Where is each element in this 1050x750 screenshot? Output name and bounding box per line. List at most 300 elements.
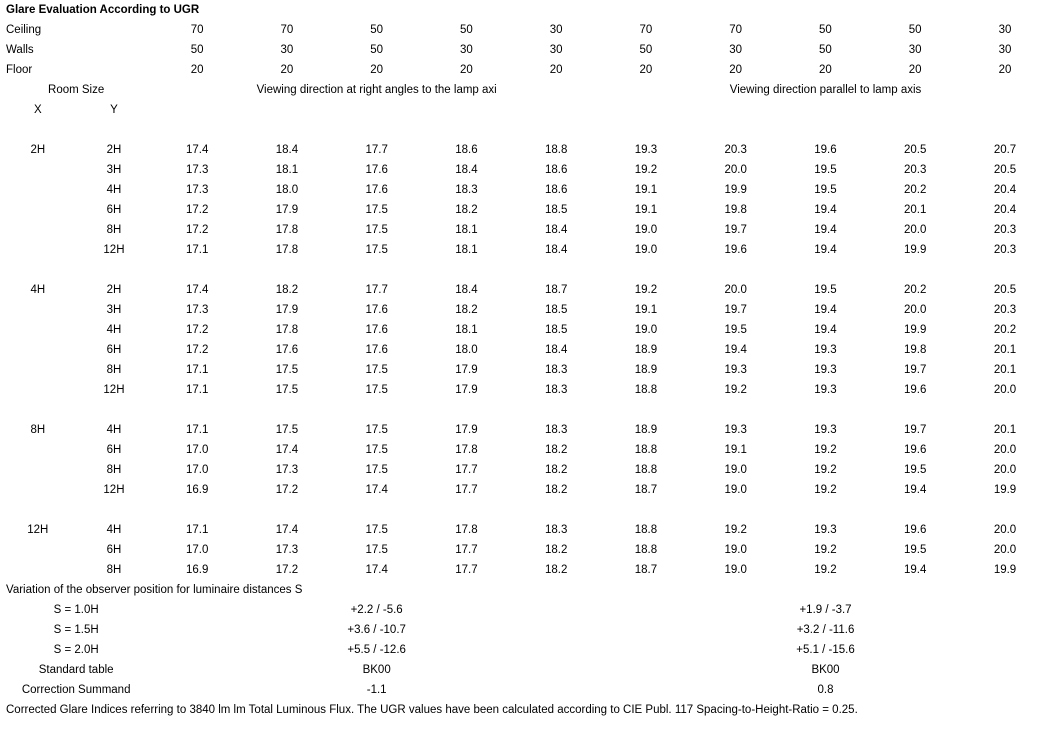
ugr-value: 17.5 — [365, 464, 388, 476]
room-y: 6H — [106, 204, 122, 216]
variation-right-angles: +2.2 / -5.6 — [350, 604, 403, 616]
data-row — [0, 200, 1050, 220]
variation-heading: Variation of the observer position for luminaire distances S — [6, 584, 303, 596]
ugr-value: 20.0 — [903, 224, 927, 236]
ugr-value: 19.3 — [814, 364, 837, 376]
ugr-value: 17.5 — [275, 364, 299, 376]
ugr-value: 18.4 — [275, 144, 299, 156]
room-x: 2H — [30, 144, 46, 156]
room-y: 2H — [106, 284, 122, 296]
ugr-value: 18.2 — [455, 304, 478, 316]
room-x-blank — [0, 440, 76, 460]
ugr-value: 18.4 — [544, 344, 568, 356]
data-row — [0, 380, 1050, 400]
ugr-value: 19.6 — [903, 384, 927, 396]
gap-cell — [0, 260, 152, 280]
ugr-value: 19.0 — [634, 224, 658, 236]
walls-value: 30 — [280, 44, 294, 56]
header-y: Y — [110, 104, 118, 116]
group-gap — [0, 120, 1050, 140]
ugr-value: 17.1 — [185, 364, 209, 376]
ugr-value: 16.9 — [185, 484, 209, 496]
ugr-value: 19.3 — [814, 524, 837, 536]
variation-row — [0, 620, 1050, 640]
room-x: 8H — [30, 424, 46, 436]
ugr-value: 20.4 — [993, 184, 1017, 196]
ugr-value: 17.2 — [275, 484, 299, 496]
ugr-value: 18.3 — [544, 364, 568, 376]
variation-heading-row — [0, 580, 1050, 600]
data-row — [0, 140, 1050, 160]
gap-cell — [601, 400, 1050, 420]
ugr-value: 20.0 — [724, 164, 747, 176]
room-x-blank — [0, 560, 76, 580]
ugr-value: 19.9 — [993, 484, 1017, 496]
ugr-value: 19.7 — [903, 364, 927, 376]
ugr-value: 19.2 — [634, 284, 658, 296]
ugr-value: 18.4 — [455, 284, 478, 296]
ugr-value: 19.0 — [724, 564, 747, 576]
ugr-value: 18.4 — [455, 164, 478, 176]
standard-table-parallel: BK00 — [811, 664, 840, 676]
ceiling-value: 50 — [460, 24, 473, 36]
room-x-blank — [0, 240, 76, 260]
ugr-value: 17.0 — [185, 464, 209, 476]
floor-value: 20 — [370, 64, 384, 76]
walls-value: 30 — [998, 44, 1012, 56]
room-y: 4H — [106, 324, 122, 336]
ugr-value: 19.9 — [903, 324, 927, 336]
ugr-value: 19.6 — [724, 244, 747, 256]
ugr-value: 19.3 — [724, 364, 747, 376]
ugr-value: 18.1 — [275, 164, 299, 176]
data-row — [0, 420, 1050, 440]
ugr-value: 19.0 — [724, 464, 747, 476]
data-row — [0, 520, 1050, 540]
ugr-value: 19.2 — [814, 544, 837, 556]
ugr-value: 17.9 — [275, 204, 299, 216]
data-row — [0, 360, 1050, 380]
header-spacer-left — [152, 100, 601, 120]
ugr-value: 17.4 — [275, 444, 299, 456]
ugr-value: 17.1 — [185, 244, 209, 256]
ugr-value: 20.3 — [993, 224, 1017, 236]
ugr-value: 17.6 — [365, 324, 388, 336]
ugr-value: 17.7 — [365, 284, 388, 296]
room-y: 4H — [106, 424, 122, 436]
ugr-value: 18.0 — [455, 344, 478, 356]
page-title: Glare Evaluation According to UGR — [6, 4, 200, 16]
ugr-value: 19.0 — [634, 244, 658, 256]
data-row — [0, 340, 1050, 360]
ugr-value: 20.1 — [903, 204, 927, 216]
ugr-value: 19.4 — [903, 484, 927, 496]
header-x: X — [33, 104, 42, 116]
ugr-value: 17.1 — [185, 384, 209, 396]
ugr-value: 18.8 — [634, 444, 658, 456]
walls-value: 30 — [908, 44, 922, 56]
ugr-value: 19.9 — [993, 564, 1017, 576]
footnote-text: Corrected Glare Indices referring to 3840 lm lm Total Luminous Flux. The UGR values have been calculated according to CIE Publ. 117 Spacing-to-Height-Ratio = 0.25. — [6, 704, 858, 716]
ugr-value: 20.7 — [993, 144, 1017, 156]
ugr-value: 17.3 — [275, 544, 299, 556]
header-room-size: Room Size — [48, 84, 105, 96]
ugr-value: 19.4 — [814, 204, 837, 216]
ugr-value: 18.8 — [634, 384, 658, 396]
gap-cell — [0, 500, 152, 520]
ceiling-value: 70 — [280, 24, 294, 36]
correction-summand-row — [0, 680, 1050, 700]
walls-value: 30 — [549, 44, 563, 56]
ugr-value: 20.0 — [993, 384, 1017, 396]
ugr-value: 17.4 — [365, 484, 388, 496]
ugr-value: 17.6 — [365, 344, 388, 356]
ugr-value: 17.9 — [275, 304, 299, 316]
group-gap — [0, 500, 1050, 520]
correction-parallel: 0.8 — [817, 684, 834, 696]
data-row — [0, 320, 1050, 340]
ugr-value: 19.4 — [814, 244, 837, 256]
data-row — [0, 180, 1050, 200]
room-y: 8H — [106, 224, 122, 236]
ugr-value: 18.5 — [544, 304, 568, 316]
ugr-value: 18.2 — [544, 544, 568, 556]
ugr-value: 18.7 — [634, 484, 658, 496]
room-y: 6H — [106, 544, 122, 556]
room-x-blank — [0, 460, 76, 480]
data-row — [0, 560, 1050, 580]
ugr-value: 19.9 — [903, 244, 927, 256]
gap-cell — [152, 500, 601, 520]
variation-parallel: +5.1 / -15.6 — [796, 644, 855, 656]
walls-value: 30 — [729, 44, 743, 56]
room-x-blank — [0, 360, 76, 380]
ugr-value: 17.5 — [275, 424, 299, 436]
ugr-value: 16.9 — [185, 564, 209, 576]
variation-right-angles: +5.5 / -12.6 — [347, 644, 406, 656]
ugr-value: 17.0 — [185, 444, 209, 456]
room-y: 4H — [106, 184, 122, 196]
ugr-value: 17.4 — [275, 524, 299, 536]
ceiling-value: 50 — [819, 24, 832, 36]
ugr-value: 17.5 — [275, 384, 299, 396]
ugr-value: 19.2 — [634, 164, 658, 176]
correction-summand-label: Correction Summand — [21, 684, 131, 696]
ugr-value: 18.1 — [455, 224, 478, 236]
ugr-value: 17.1 — [185, 424, 209, 436]
floor-value: 20 — [908, 64, 922, 76]
ugr-value: 18.6 — [455, 144, 478, 156]
ugr-value: 19.4 — [814, 304, 837, 316]
ugr-value: 20.0 — [993, 464, 1017, 476]
ugr-value: 18.3 — [544, 384, 568, 396]
ceiling-value: 30 — [549, 24, 563, 36]
ugr-value: 17.2 — [185, 224, 209, 236]
ugr-value: 19.4 — [814, 224, 837, 236]
ugr-value: 19.5 — [903, 544, 927, 556]
room-y: 12H — [103, 484, 125, 496]
ugr-value: 17.5 — [365, 424, 388, 436]
ugr-value: 20.1 — [993, 424, 1017, 436]
data-row — [0, 160, 1050, 180]
ugr-value: 17.4 — [365, 564, 388, 576]
ugr-value: 19.6 — [814, 144, 837, 156]
ugr-value: 19.5 — [814, 284, 837, 296]
room-y: 12H — [103, 384, 125, 396]
room-y: 3H — [106, 304, 122, 316]
ugr-value: 19.3 — [814, 344, 837, 356]
ugr-value: 17.6 — [365, 164, 388, 176]
room-x-blank — [0, 380, 76, 400]
ugr-value: 17.3 — [275, 464, 299, 476]
ugr-value: 17.5 — [365, 224, 388, 236]
ugr-value: 19.8 — [903, 344, 927, 356]
ugr-value: 20.0 — [903, 304, 927, 316]
ugr-value: 19.3 — [634, 144, 658, 156]
ugr-value: 17.3 — [185, 164, 209, 176]
ugr-value: 18.2 — [544, 464, 568, 476]
variation-parallel: +3.2 / -11.6 — [796, 624, 855, 636]
ugr-value: 18.0 — [275, 184, 299, 196]
walls-value: 30 — [460, 44, 473, 56]
ugr-value: 17.9 — [455, 384, 478, 396]
ugr-value: 19.2 — [724, 384, 747, 396]
ugr-value: 19.2 — [724, 524, 747, 536]
room-x-blank — [0, 200, 76, 220]
ugr-value: 18.8 — [544, 144, 568, 156]
room-x-blank — [0, 320, 76, 340]
floor-value: 20 — [190, 64, 204, 76]
ugr-value: 20.1 — [993, 344, 1017, 356]
ugr-value: 19.2 — [814, 484, 837, 496]
ugr-value: 18.9 — [634, 364, 658, 376]
variation-row — [0, 640, 1050, 660]
room-x: 12H — [27, 524, 49, 536]
room-x-blank — [0, 540, 76, 560]
floor-value: 20 — [639, 64, 653, 76]
room-y: 8H — [106, 564, 122, 576]
ugr-value: 19.8 — [724, 204, 747, 216]
room-y: 8H — [106, 464, 122, 476]
ugr-value: 17.5 — [365, 364, 388, 376]
ugr-value: 18.5 — [544, 324, 568, 336]
ugr-value: 19.0 — [634, 324, 658, 336]
walls-value: 50 — [819, 44, 832, 56]
ugr-value: 19.4 — [724, 344, 747, 356]
ugr-value: 19.5 — [814, 184, 837, 196]
ugr-value: 18.2 — [455, 204, 478, 216]
data-row — [0, 540, 1050, 560]
floor-value: 20 — [819, 64, 832, 76]
ugr-value: 18.3 — [544, 424, 568, 436]
ugr-value: 17.4 — [185, 144, 209, 156]
ugr-value: 19.5 — [814, 164, 837, 176]
ugr-value: 18.1 — [455, 244, 478, 256]
floor-value: 20 — [549, 64, 563, 76]
room-x-blank — [0, 220, 76, 240]
ugr-value: 20.0 — [993, 544, 1017, 556]
standard-table-row — [0, 660, 1050, 680]
ugr-value: 20.3 — [903, 164, 927, 176]
ugr-value: 18.7 — [544, 284, 568, 296]
ugr-value: 17.5 — [365, 384, 388, 396]
ugr-value: 18.2 — [275, 284, 299, 296]
ugr-value: 18.2 — [544, 484, 568, 496]
ugr-value: 17.2 — [275, 564, 299, 576]
ugr-value: 19.1 — [634, 304, 658, 316]
group-gap — [0, 400, 1050, 420]
ugr-value: 19.5 — [903, 464, 927, 476]
gap-cell — [152, 260, 601, 280]
gap-cell — [601, 120, 1050, 140]
ugr-value: 20.2 — [903, 184, 927, 196]
ugr-value: 20.3 — [993, 304, 1017, 316]
ugr-value: 19.7 — [903, 424, 927, 436]
room-x-blank — [0, 340, 76, 360]
ugr-value: 20.5 — [993, 284, 1017, 296]
ugr-value: 17.9 — [455, 364, 478, 376]
header-spacer-right — [601, 100, 1050, 120]
ugr-value: 19.1 — [634, 204, 658, 216]
ugr-value: 17.5 — [365, 204, 388, 216]
ugr-value: 20.3 — [724, 144, 747, 156]
room-y: 2H — [106, 144, 122, 156]
ugr-value: 17.2 — [185, 344, 209, 356]
variation-label: S = 1.5H — [53, 624, 99, 636]
ugr-value: 17.7 — [455, 484, 478, 496]
ugr-value: 19.4 — [903, 564, 927, 576]
ugr-value: 19.0 — [724, 544, 747, 556]
row-label-walls: Walls — [6, 44, 34, 56]
floor-value: 20 — [280, 64, 294, 76]
ugr-value: 18.6 — [544, 184, 568, 196]
ugr-value: 18.5 — [544, 204, 568, 216]
ugr-value: 19.6 — [903, 524, 927, 536]
ceiling-value: 50 — [370, 24, 384, 36]
room-y: 3H — [106, 164, 122, 176]
group-gap — [0, 260, 1050, 280]
ugr-value: 18.3 — [455, 184, 478, 196]
header-right-angles: Viewing direction at right angles to the lamp axi — [256, 84, 497, 96]
ugr-value: 18.6 — [544, 164, 568, 176]
ugr-value: 17.7 — [365, 144, 388, 156]
ugr-value: 17.5 — [365, 244, 388, 256]
ugr-value: 18.9 — [634, 344, 658, 356]
room-y: 6H — [106, 344, 122, 356]
ugr-value: 19.5 — [724, 324, 747, 336]
row-label-ceiling: Ceiling — [6, 24, 42, 36]
ugr-value: 20.5 — [993, 164, 1017, 176]
ugr-value: 18.2 — [544, 564, 568, 576]
ugr-value: 17.8 — [275, 244, 299, 256]
ugr-value: 20.2 — [993, 324, 1017, 336]
ugr-value: 20.0 — [724, 284, 747, 296]
ugr-value: 20.0 — [993, 444, 1017, 456]
ceiling-value: 70 — [639, 24, 653, 36]
ugr-value: 17.8 — [275, 324, 299, 336]
room-y: 6H — [106, 444, 122, 456]
ugr-value: 17.7 — [455, 564, 478, 576]
gap-cell — [152, 400, 601, 420]
room-y: 8H — [106, 364, 122, 376]
ugr-value: 17.5 — [365, 544, 388, 556]
gap-cell — [601, 260, 1050, 280]
data-row — [0, 220, 1050, 240]
section-header-row — [0, 80, 1050, 100]
reflectance-row-walls — [0, 40, 1050, 60]
ugr-value: 18.9 — [634, 424, 658, 436]
header-parallel: Viewing direction parallel to lamp axis — [729, 84, 922, 96]
variation-label: S = 2.0H — [53, 644, 99, 656]
gap-cell — [0, 400, 152, 420]
ugr-value: 17.1 — [185, 524, 209, 536]
variation-right-angles: +3.6 / -10.7 — [347, 624, 406, 636]
room-x-blank — [0, 300, 76, 320]
ugr-value: 18.2 — [544, 444, 568, 456]
room-y: 4H — [106, 524, 122, 536]
row-label-floor: Floor — [6, 64, 33, 76]
ugr-value: 17.9 — [455, 424, 478, 436]
floor-value: 20 — [998, 64, 1012, 76]
ugr-value: 17.3 — [185, 304, 209, 316]
ugr-value: 18.4 — [544, 244, 568, 256]
xy-header-row — [0, 100, 1050, 120]
room-x-blank — [0, 480, 76, 500]
ugr-value: 19.3 — [724, 424, 747, 436]
ugr-value: 19.2 — [814, 564, 837, 576]
ugr-value: 17.7 — [455, 464, 478, 476]
floor-value: 20 — [460, 64, 473, 76]
ugr-value: 18.3 — [544, 524, 568, 536]
ugr-value: 19.4 — [814, 324, 837, 336]
reflectance-row-floor — [0, 60, 1050, 80]
ugr-value: 17.3 — [185, 184, 209, 196]
gap-cell — [0, 120, 152, 140]
ugr-value: 18.4 — [544, 224, 568, 236]
variation-parallel: +1.9 / -3.7 — [799, 604, 852, 616]
ugr-value: 18.7 — [634, 564, 658, 576]
footnote-row — [0, 700, 1050, 720]
ugr-value: 17.2 — [185, 324, 209, 336]
ugr-value: 17.4 — [185, 284, 209, 296]
ugr-value: 17.0 — [185, 544, 209, 556]
ugr-value: 19.0 — [724, 484, 747, 496]
walls-value: 50 — [639, 44, 653, 56]
ugr-value: 20.5 — [903, 144, 927, 156]
ugr-value: 19.6 — [903, 444, 927, 456]
data-row — [0, 460, 1050, 480]
walls-value: 50 — [190, 44, 204, 56]
correction-right-angles: -1.1 — [366, 684, 387, 696]
data-row — [0, 240, 1050, 260]
ugr-value: 19.9 — [724, 184, 747, 196]
standard-table-label: Standard table — [38, 664, 114, 676]
data-row — [0, 300, 1050, 320]
room-x: 4H — [30, 284, 46, 296]
ceiling-value: 50 — [908, 24, 922, 36]
ugr-value: 18.8 — [634, 464, 658, 476]
gap-cell — [601, 500, 1050, 520]
ugr-value: 20.1 — [993, 364, 1017, 376]
ugr-value: 20.4 — [993, 204, 1017, 216]
ugr-value: 19.3 — [814, 384, 837, 396]
ugr-value: 18.8 — [634, 544, 658, 556]
variation-row — [0, 600, 1050, 620]
ugr-value: 17.8 — [275, 224, 299, 236]
ugr-value: 17.5 — [365, 524, 388, 536]
ugr-value: 18.8 — [634, 524, 658, 536]
ugr-value: 19.2 — [814, 464, 837, 476]
